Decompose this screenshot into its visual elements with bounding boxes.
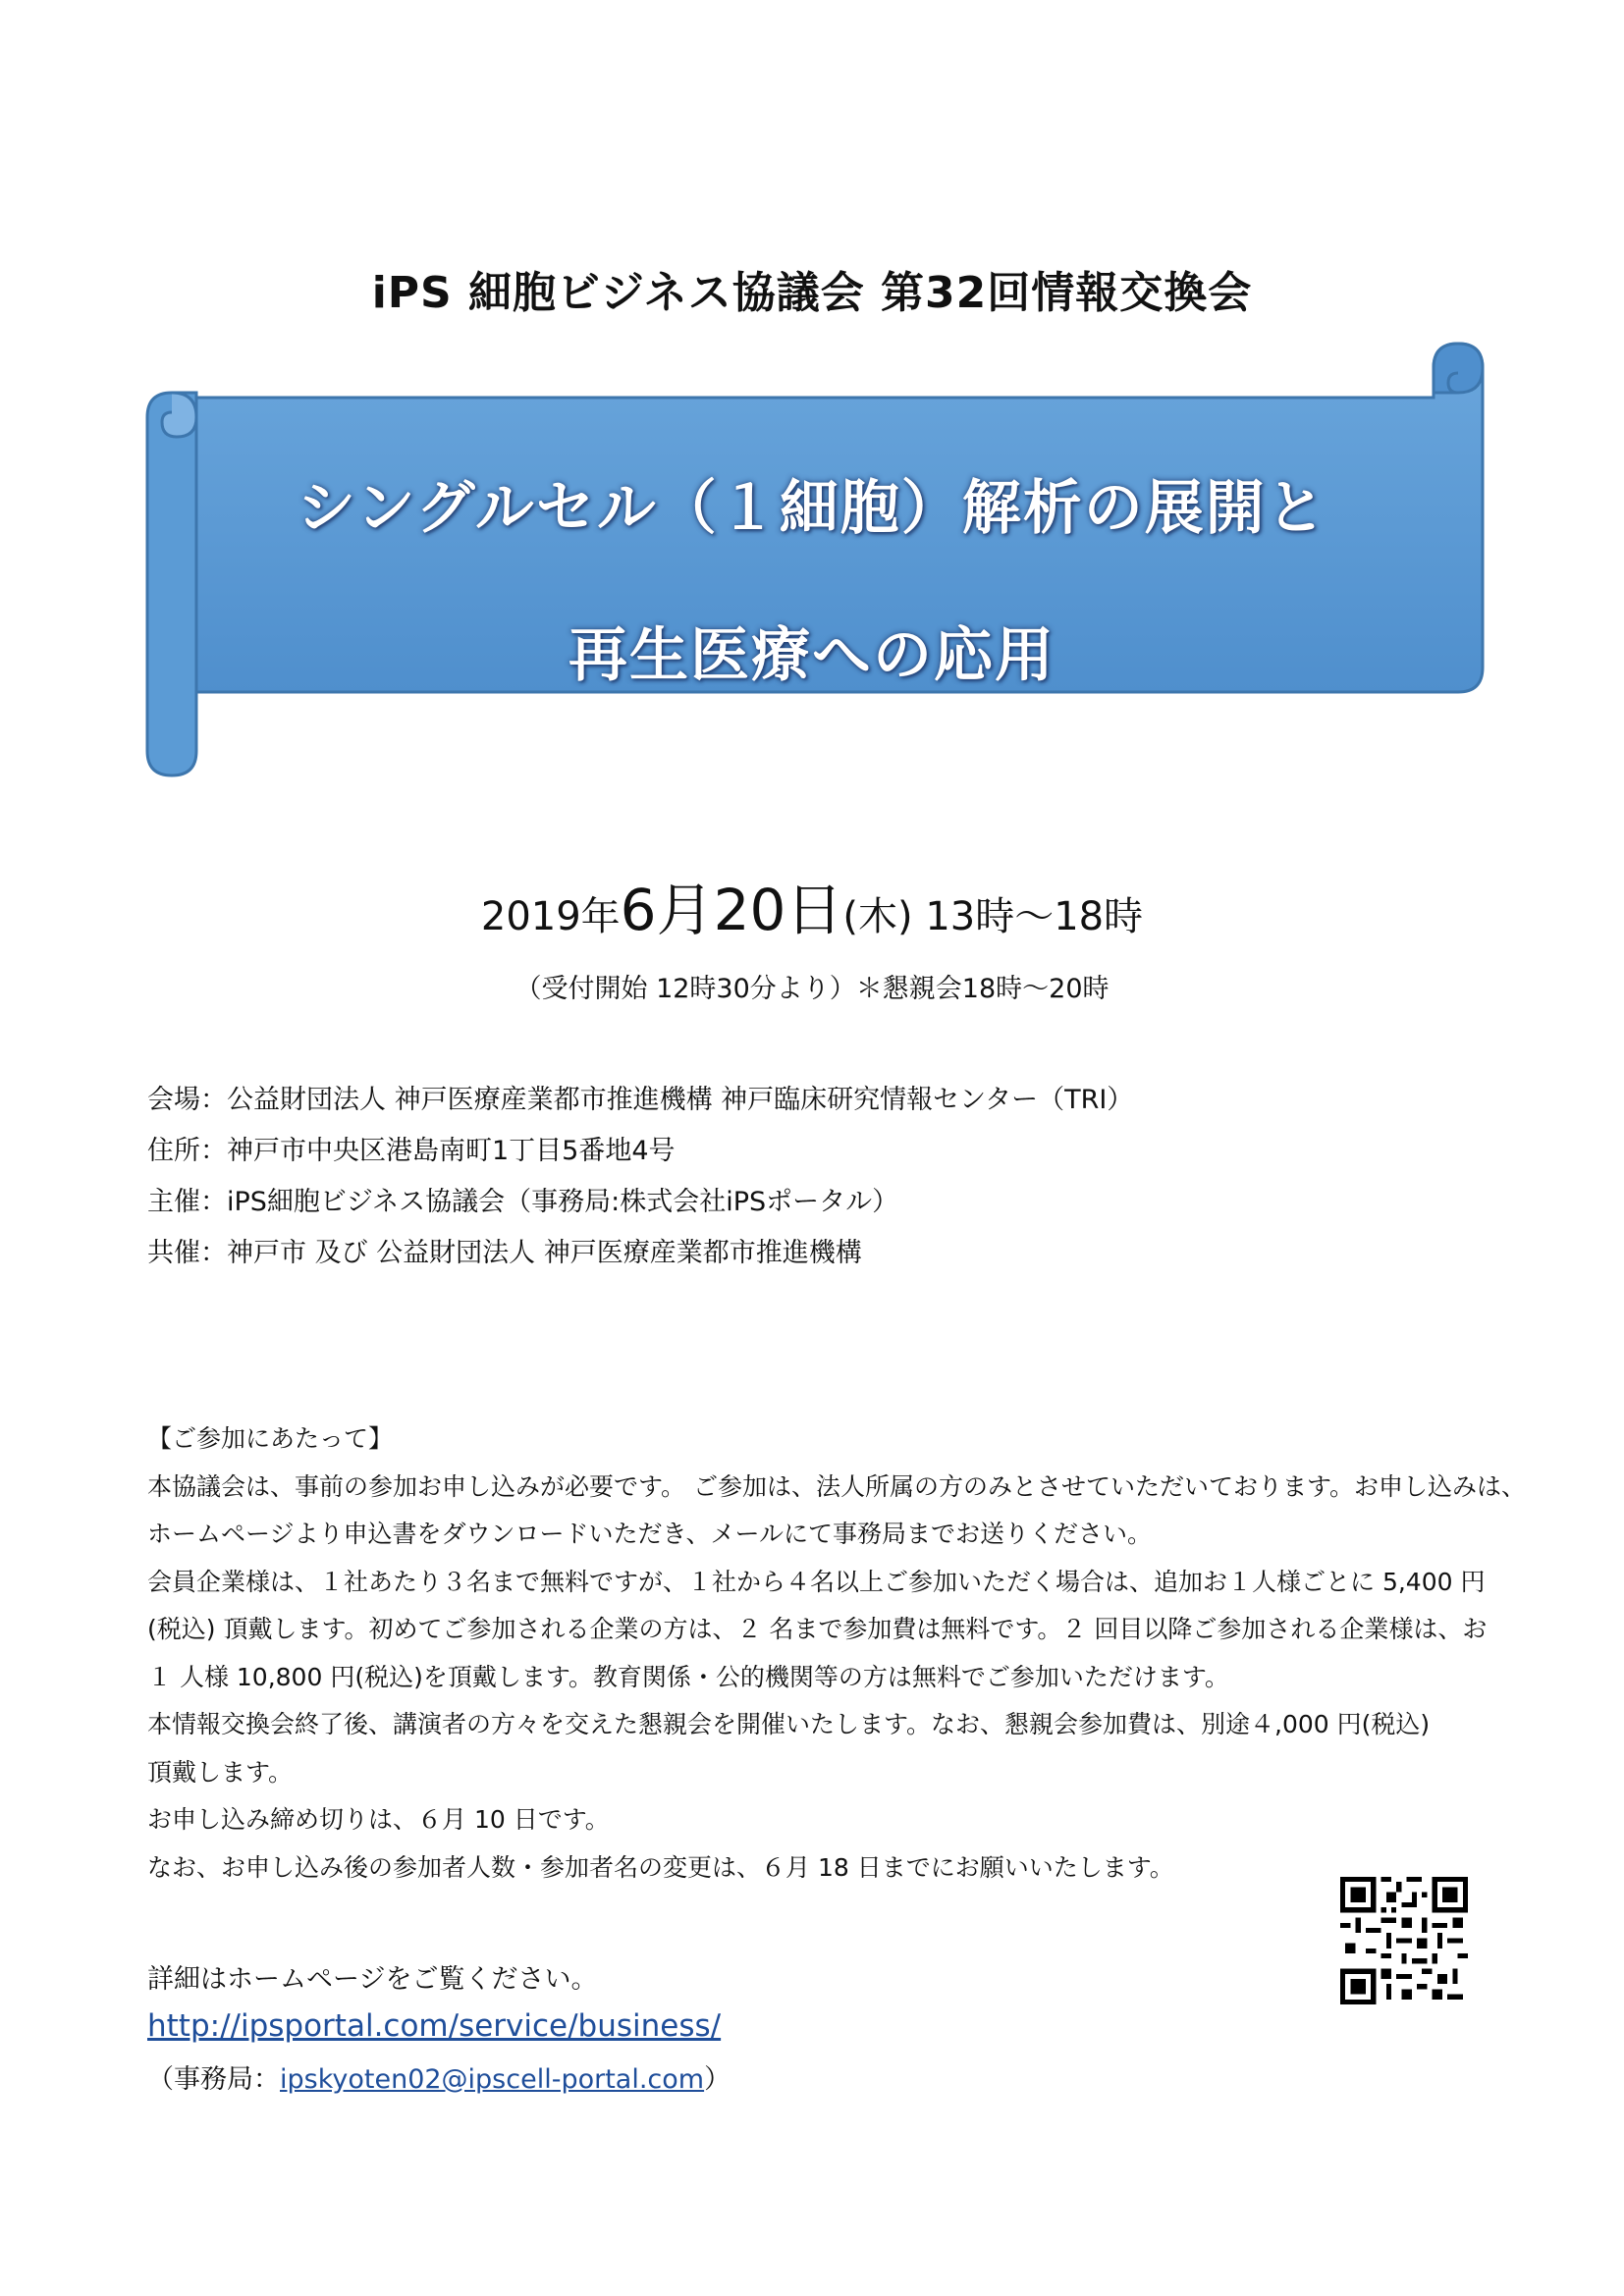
- notes-line: なお、お申し込み後の参加者人数・参加者名の変更は、６月 18 日までにお願いいたします。: [147, 1852, 1174, 1882]
- participation-notes: [147, 1415, 1526, 1892]
- date-weekday: (木): [842, 894, 913, 939]
- co-organizer-line: 共催：神戸市 及び 公益財団法人 神戸医療産業都市推進機構: [147, 1238, 862, 1268]
- date-year: 2019年: [480, 894, 621, 939]
- contact-email-link[interactable]: ipskyoten02@ipscell-portal.com: [280, 2064, 705, 2095]
- contact-line: [147, 2057, 731, 2096]
- notes-line: ホームページより申込書をダウンロードいただき、メールにて事務局までお送りください。: [147, 1520, 1153, 1548]
- notes-line: (税込) 頂戴します。初めてご参加される企業の方は、２ 名まで参加費は無料です。２ 回目以降ご参加される企業様は、お: [147, 1615, 1488, 1643]
- notes-line: お申し込み締め切りは、６月 10 日です。: [147, 1805, 610, 1834]
- details-label: 詳細はホームページをご覧ください。: [147, 1964, 598, 1995]
- scroll-banner: [137, 339, 1492, 780]
- notes-line: １ 人様 10,800 円(税込)を頂戴します。教育関係・公的機関等の方は無料でご参加いただけます。: [147, 1662, 1229, 1691]
- notes-line: 会員企業様は、１社あたり３名まで無料ですが、１社から４名以上ご参加いただく場合は、追加お１人様ごとに 5,400 円: [147, 1567, 1486, 1596]
- notes-line: 頂戴します。: [147, 1757, 294, 1787]
- page-title: iPS 細胞ビジネス協議会 第32回情報交換会: [371, 268, 1253, 318]
- banner-title-line-1: シングルセル（１細胞）解析の展開と: [297, 474, 1327, 543]
- banner-title-line-2: 再生医療への応用: [568, 621, 1056, 690]
- homepage-link[interactable]: http://ipsportal.com/service/business/: [147, 2008, 722, 2044]
- venue-line: 会場：公益財団法人 神戸医療産業都市推進機構 神戸臨床研究情報センター（TRI）: [147, 1085, 1134, 1115]
- qr-code[interactable]: [1340, 1877, 1468, 2004]
- notes-line: 本協議会は、事前の参加お申し込みが必要です。 ご参加は、法人所属の方のみとさせていただいております。お申し込みは、: [147, 1471, 1526, 1501]
- organizer-line: 主催：iPS細胞ビジネス協議会（事務局:株式会社iPSポータル）: [147, 1187, 899, 1217]
- contact-prefix: （事務局：: [147, 2064, 280, 2095]
- reception-note: （受付開始 12時30分より）＊懇親会18時～20時: [514, 974, 1110, 1004]
- contact-suffix: ）: [704, 2064, 731, 2095]
- address-line: 住所：神戸市中央区港島南町1丁目5番地4号: [147, 1136, 676, 1166]
- event-date: [0, 864, 1624, 946]
- notes-line: 本情報交換会終了後、講演者の方々を交えた懇親会を開催いたします。なお、懇親会参加費は、別途４,000 円(税込): [147, 1710, 1431, 1738]
- date-day: 6月20日: [620, 877, 843, 943]
- date-time: 13時～18時: [925, 894, 1144, 939]
- notes-heading: 【ご参加にあたって】: [147, 1424, 394, 1453]
